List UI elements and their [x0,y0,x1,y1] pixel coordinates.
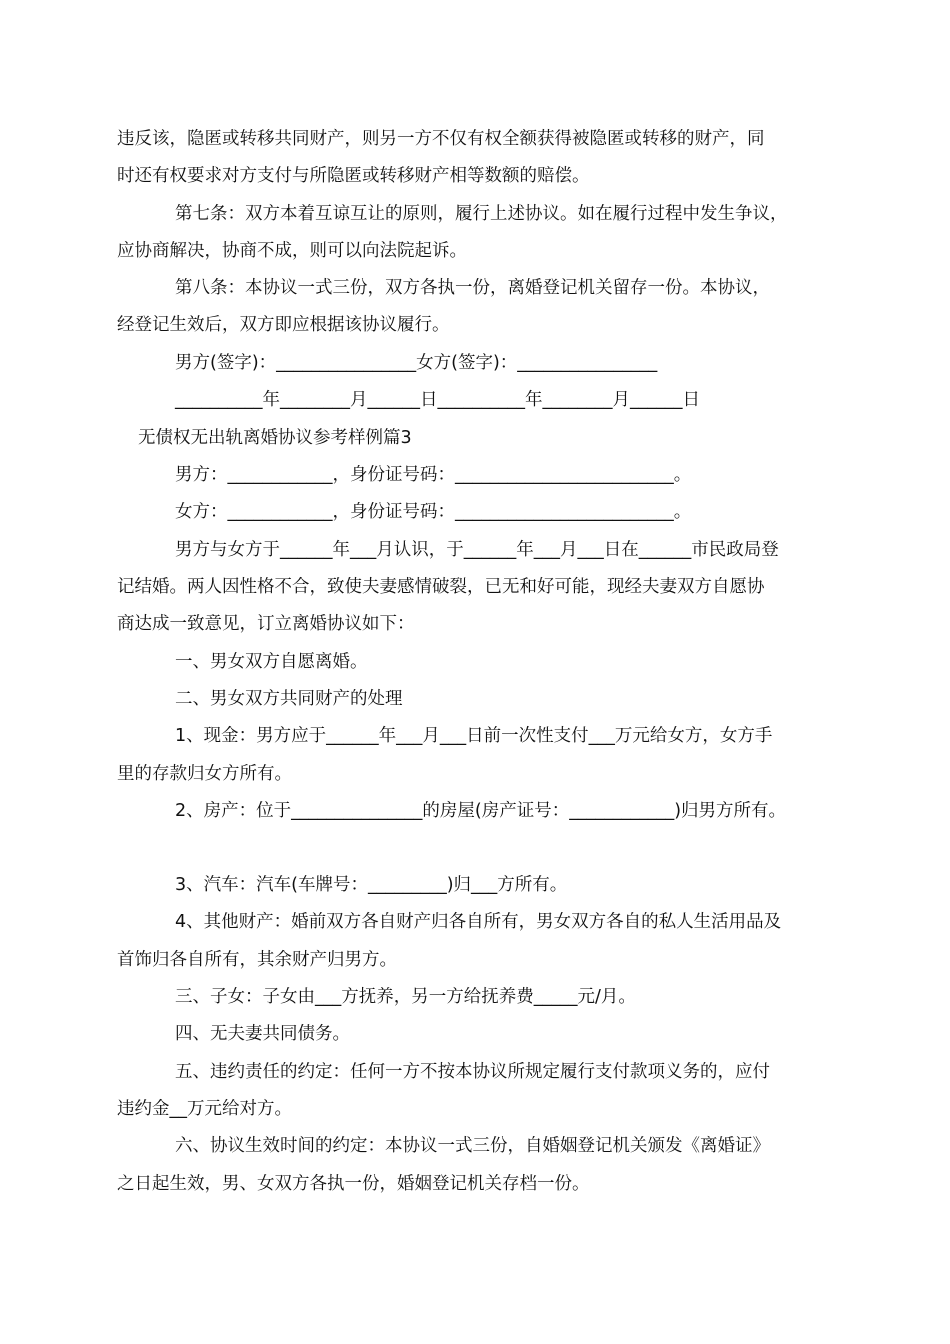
paragraph-line: 应协商解决，协商不成，则可以向法院起诉。 [117,241,467,261]
paragraph-line: 违反该，隐匿或转移共同财产，则另一方不仅有权全额获得被隐匿或转移的财产，同 [117,129,765,149]
paragraph-line: 第八条：本协议一式三份，双方各执一份，离婚登记机关留存一份。本协议， [175,278,770,298]
clause-line: 2、房产：位于_______________的房屋(房产证号：____________)归男方所有。 [175,801,787,821]
clause-line: 里的存款归女方所有。 [117,764,292,784]
clause-line: 首饰归各自所有，其余财产归男方。 [117,950,397,970]
clause-line: 三、子女：子女由___方抚养，另一方给抚养费_____元/月。 [175,987,636,1007]
clause-line: 之日起生效，男、女双方各执一份，婚姻登记机关存档一份。 [117,1174,590,1194]
paragraph-line: 商达成一致意见，订立离婚协议如下： [117,614,415,634]
paragraph-line: 记结婚。两人因性格不合，致使夫妻感情破裂，已无和好可能，现经夫妻双方自愿协 [117,577,765,597]
clause-line: 1、现金：男方应于______年___月___日前一次性支付___万元给女方，女方手 [175,726,773,746]
clause-line: 4、其他财产：婚前双方各自财产归各自所有，男女双方各自的私人生活用品及 [175,912,782,932]
party-line-male: 男方：____________，身份证号码：_________________________。 [175,465,692,485]
paragraph-line: 男方与女方于______年___月认识，于______年___月___日在______市民政局登 [175,540,779,560]
clause-line: 五、违约责任的约定：任何一方不按本协议所规定履行支付款项义务的，应付 [175,1062,770,1082]
clause-line: 3、汽车：汽车(车牌号：_________)归___方所有。 [175,875,568,895]
section-title: 无债权无出轨离婚协议参考样例篇3 [138,428,412,448]
paragraph-line: 经登记生效后，双方即应根据该协议履行。 [117,315,450,335]
clause-line: 一、男女双方自愿离婚。 [175,652,368,672]
clause-line: 二、男女双方共同财产的处理 [175,689,403,709]
clause-line: 六、协议生效时间的约定：本协议一式三份，自婚姻登记机关颁发《离婚证》 [175,1136,770,1156]
paragraph-line: 时还有权要求对方支付与所隐匿或转移财产相等数额的赔偿。 [117,166,590,186]
clause-line: 违约金__万元给对方。 [117,1099,292,1119]
party-line-female: 女方：____________，身份证号码：_________________________。 [175,502,692,522]
clause-line: 四、无夫妻共同债务。 [175,1024,350,1044]
signature-line: 男方(签字)：________________女方(签字)：________________ [175,353,658,373]
paragraph-line: 第七条：双方本着互谅互让的原则，履行上述协议。如在履行过程中发生争议， [175,204,788,224]
date-line: __________年________月______日__________年________月______日 [175,390,700,410]
